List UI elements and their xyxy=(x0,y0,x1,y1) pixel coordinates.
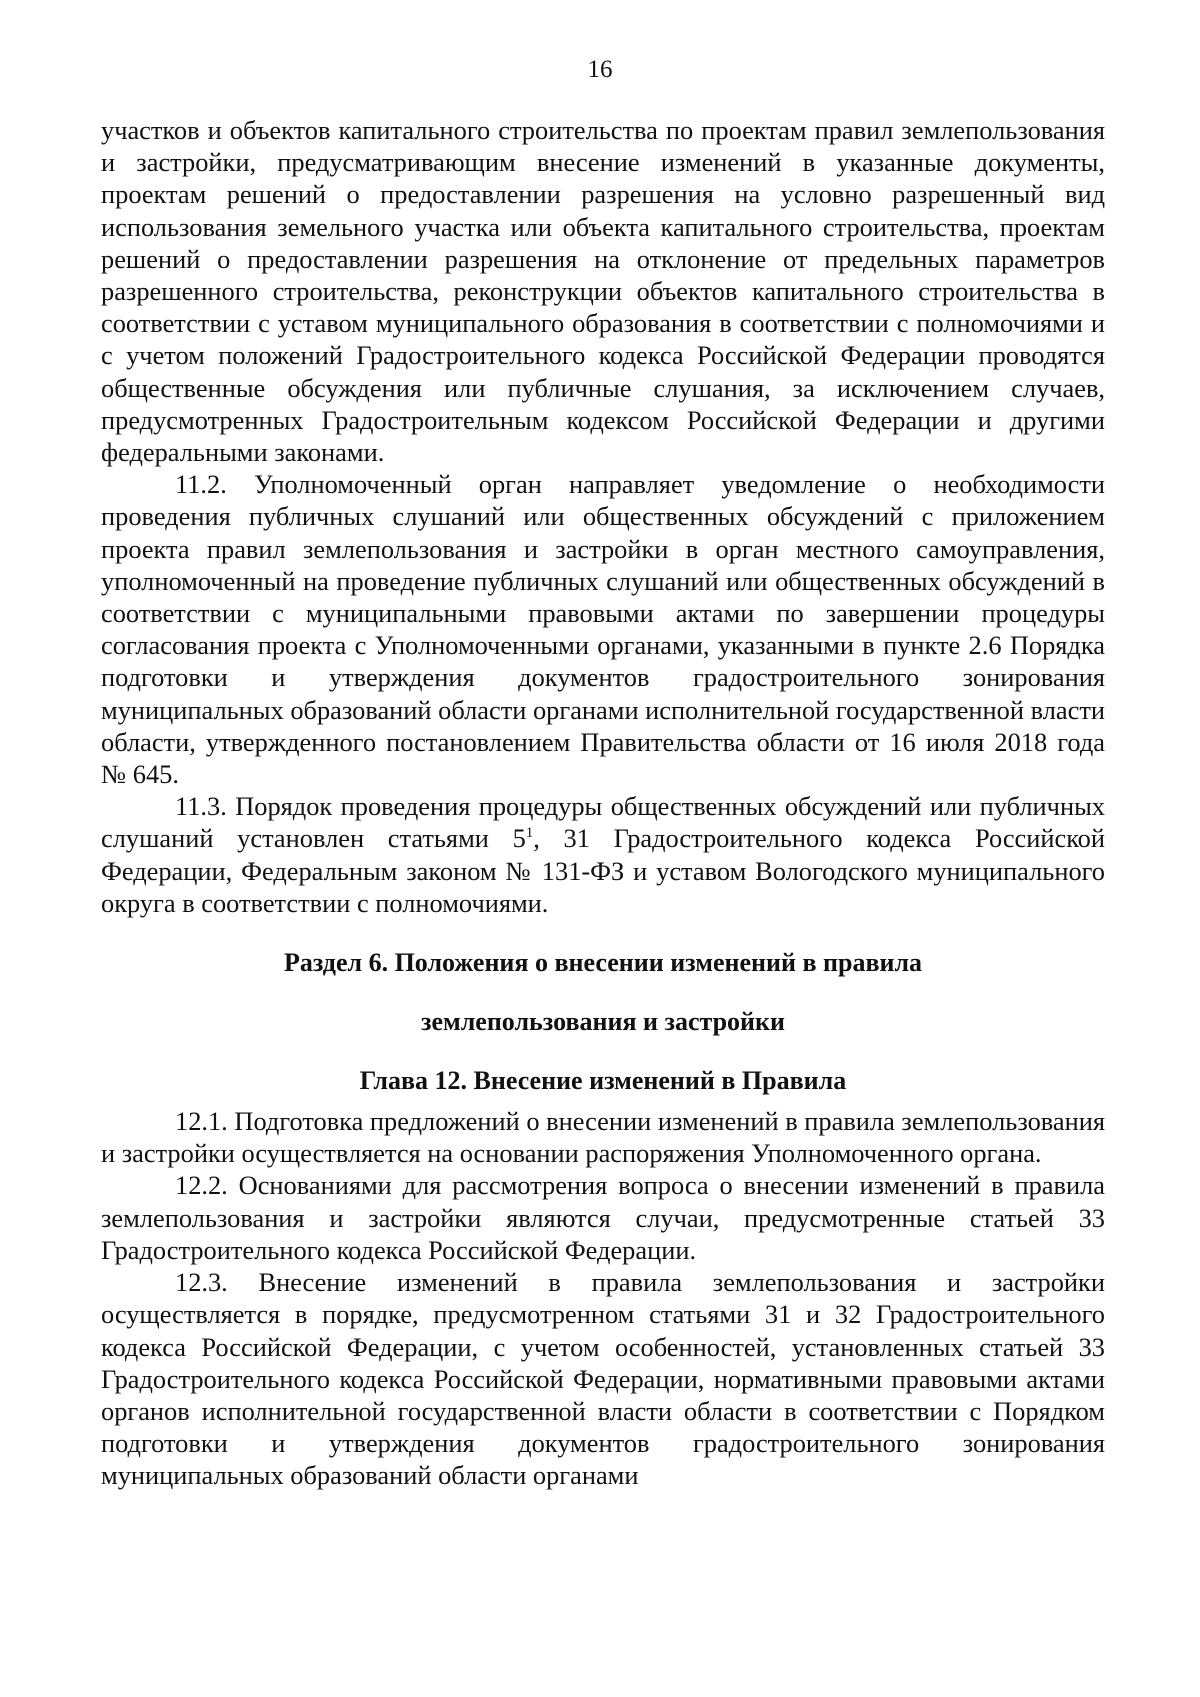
section-title-line-1: Раздел 6. Положения о внесении изменений в правила xyxy=(283,948,923,978)
section-title-line-2: землепользования и застройки xyxy=(421,1007,785,1037)
paragraph-11-2: 11.2. Уполномоченный орган направляет уведомление о необходимости проведения публичных слушаний или общественных обсуждений с приложением проекта правил землепользования и застройки в орган местного самоуправления, уполномоченный на проведение публичных слушаний или общественных обсуждений в соответствии с муниципальными правовыми актами по завершении процедуры согласования проекта с Уполномоченными органами, указанными в пункте 2.6 Порядка подготовки и утверждения документов градостроительного зонирования муниципальных образований области органами исполнительной государственной власти области, утвержденного постановлением Правительства области от 16 июля 2018 года № 645. xyxy=(101,469,1105,790)
page-number: 16 xyxy=(587,56,613,83)
paragraph-11-3 xyxy=(101,790,1105,919)
superscript-footnote: 1 xyxy=(525,825,534,842)
paragraph-12-2: 12.2. Основаниями для рассмотрения вопроса о внесении изменений в правила землепользования и застройки являются случаи, предусмотренные статьей 33 Градостроительного кодекса Российской Федерации. xyxy=(101,1170,1105,1265)
paragraph-11-3-text-start: 11.3. Порядок проведения процедуры общественных обсуждений или публичных слушаний установлен статьями 5 xyxy=(101,791,1105,854)
paragraph-continuation: участков и объектов капитального строительства по проектам правил землепользования и застройки, предусматривающим внесение изменений в указанные документы, проектам решений о предоставлении разрешения на условно разрешенный вид использования земельного участка или объекта капитального строительства, проектам решений о предоставлении разрешения на отклонение от предельных параметров разрешенного строительства, реконструкции объектов капитального строительства в соответствии с уставом муниципального образования в соответствии с полномочиями и с учетом положений Градостроительного кодекса Российской Федерации проводятся общественные обсуждения или публичные слушания, за исключением случаев, предусмотренных Градостроительным кодексом Российской Федерации и другими федеральными законами. xyxy=(101,115,1105,468)
document-body xyxy=(101,114,1105,1492)
chapter-title: Глава 12. Внесение изменений в Правила xyxy=(359,1066,847,1096)
paragraph-11-3-text-end: , 31 Градостроительного кодекса Российской Федерации, Федеральным законом № 131-ФЗ и уставом Вологодского муниципального округа в соответствии с полномочиями. xyxy=(101,823,1106,918)
paragraph-12-3: 12.3. Внесение изменений в правила землепользования и застройки осуществляется в порядке, предусмотренном статьями 31 и 32 Градостроительного кодекса Российской Федерации, с учетом особенностей, установленных статьей 33 Градостроительного кодекса Российской Федерации, нормативными правовыми актами органов исполнительной государственной власти области в соответствии с Порядком подготовки и утверждения документов градостроительного зонирования муниципальных образований области органами xyxy=(101,1267,1105,1491)
paragraph-12-1: 12.1. Подготовка предложений о внесении изменений в правила землепользования и застройки осуществляется на основании распоряжения Уполномоченного органа. xyxy=(101,1106,1105,1169)
